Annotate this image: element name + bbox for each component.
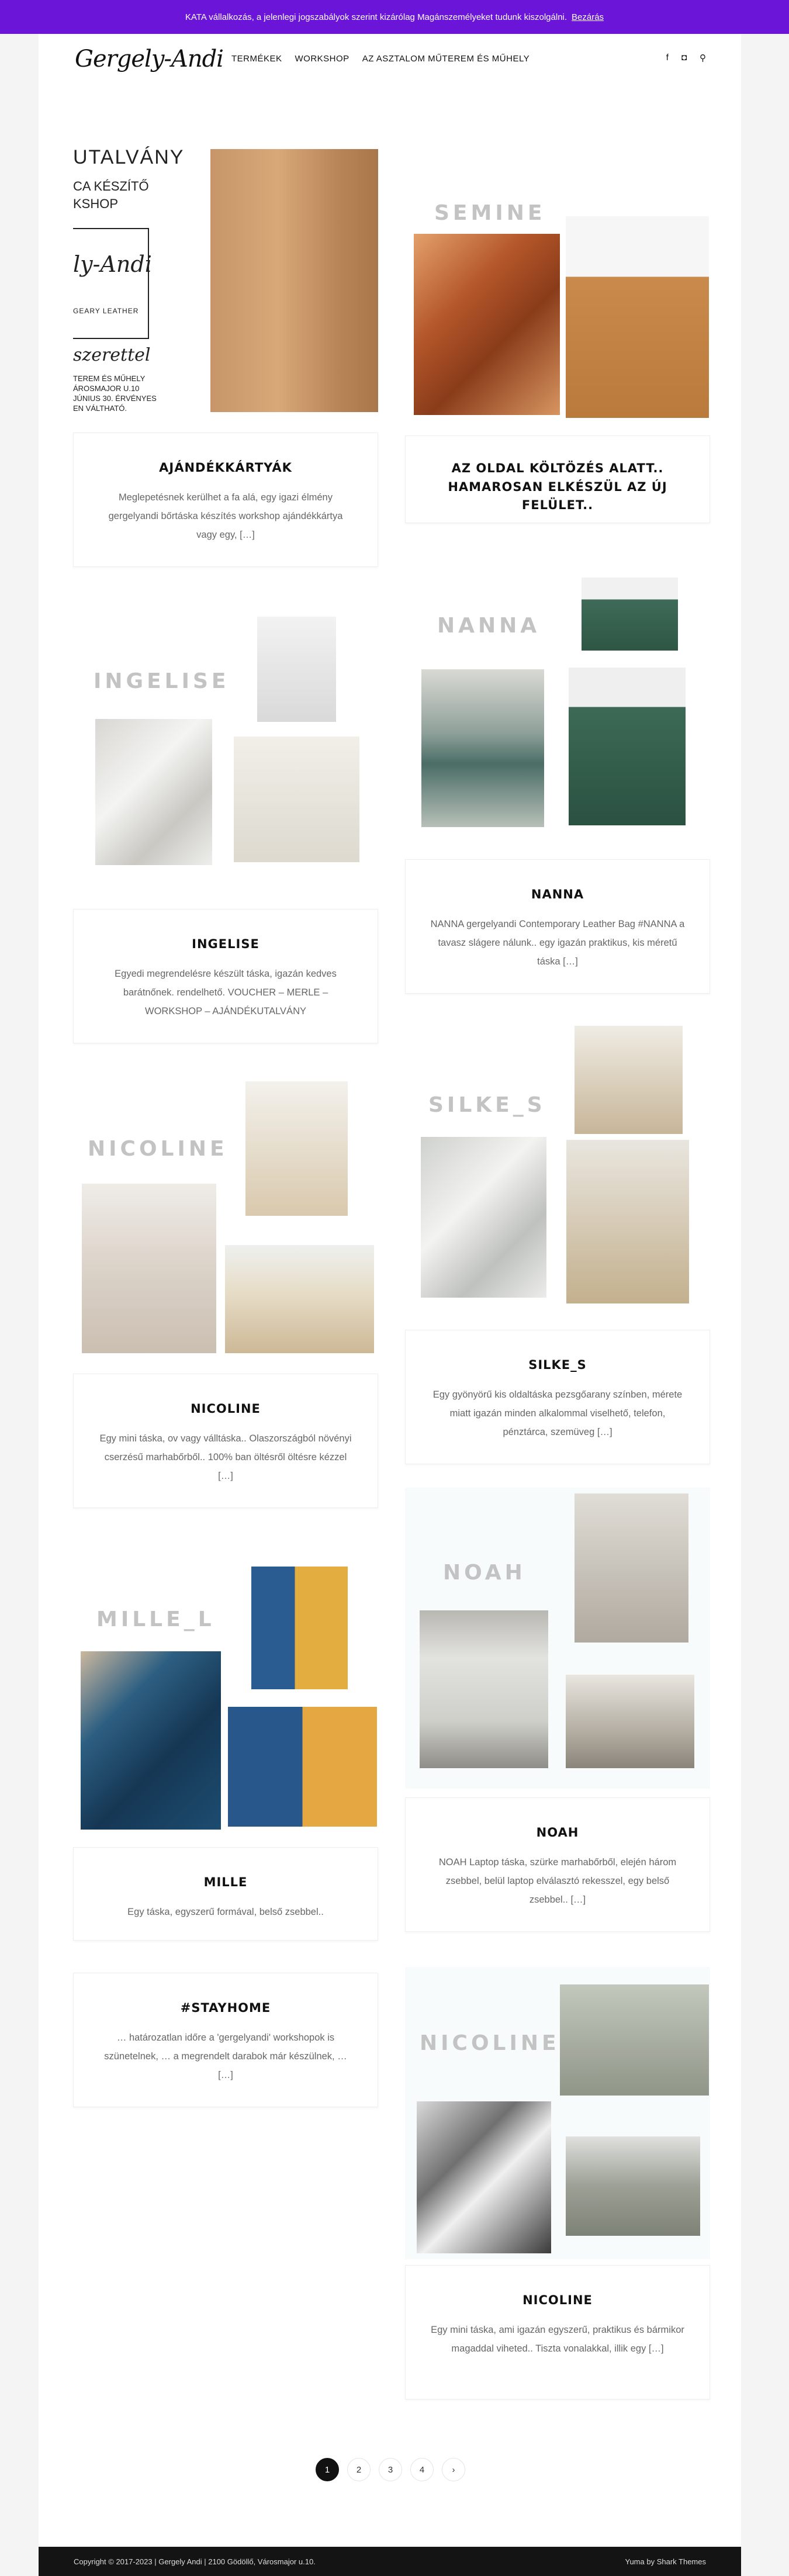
nav-item-termekek[interactable]: TERMÉKEK: [231, 54, 282, 64]
voucher-sign: szerettel: [73, 345, 151, 365]
next-page-button[interactable]: ›: [442, 2458, 465, 2481]
post-card-noah[interactable]: [405, 1488, 710, 1932]
wood-grain-photo: [414, 234, 560, 415]
facebook-icon[interactable]: f: [666, 53, 669, 63]
post-excerpt: NOAH Laptop táska, szürke marhabőrből, elején három zsebbel, belül laptop elválasztó rekesszel, egy belső zsebbel.. […]: [438, 1856, 677, 1905]
silk-texture-photo: [95, 719, 212, 865]
voucher-line2: KSHOP: [73, 196, 119, 211]
stairs-photo: [82, 1184, 216, 1353]
search-icon[interactable]: ⚲: [700, 53, 706, 63]
voucher-addr2: ÁROSMAJOR U.10: [73, 384, 140, 393]
post-body: [73, 909, 378, 1043]
post-title[interactable]: SILKE_S: [528, 1358, 587, 1372]
beige-bag-photo-small: [245, 1081, 348, 1216]
cookie-notice: [0, 0, 789, 34]
sage-bag-photo-large: [566, 2136, 700, 2236]
post-body: [73, 1973, 378, 2107]
blue-yellow-bag-photo-large: [228, 1707, 377, 1827]
post-image[interactable]: [73, 605, 378, 903]
sage-bag-photo-small: [560, 1984, 709, 2096]
post-card-nicoline-1[interactable]: [73, 1070, 378, 1508]
voucher-addr4: EN VÁLTHATÓ.: [73, 404, 127, 413]
cognac-tote-photo: [566, 216, 709, 418]
grey-laptop-bag-photo: [575, 1493, 688, 1643]
nav-item-workshop[interactable]: WORKSHOP: [295, 54, 349, 64]
white-bag-photo-small: [257, 617, 336, 722]
post-excerpt: Egy mini táska, ami igazán egyszerű, praktikus és bármikor magaddal viheted.. Tiszta vonalakkal, illik egy […]: [431, 2324, 684, 2354]
nav-item-asztalom[interactable]: AZ ASZTALOM MŰTEREM ÉS MŰHELY: [362, 54, 530, 64]
grey-bag-detail-photo: [566, 1675, 694, 1768]
beige-bag-photo-large: [225, 1245, 374, 1353]
silver-silk-photo: [421, 1137, 546, 1298]
page-1[interactable]: 1: [316, 2458, 339, 2481]
category-label: NICOLINE: [88, 1137, 228, 1161]
post-body: [405, 859, 710, 994]
post-excerpt: Egy gyönyörű kis oldaltáska pezsgőarany színben, mérete miatt igazán minden alkalommal viselhető, telefon, pénztárca, szemüveg […]: [432, 1389, 683, 1437]
site-header: [39, 34, 741, 88]
post-card-ingelise[interactable]: [73, 605, 378, 1043]
white-bag-photo-large: [234, 737, 359, 862]
site-logo[interactable]: Gergely-Andi: [75, 46, 223, 72]
voucher-line1: CA KÉSZÍTŐ: [73, 179, 149, 193]
main-nav: [231, 54, 530, 64]
post-body: [405, 1797, 710, 1932]
post-title[interactable]: AZ OLDAL KÖLTÖZÉS ALATT.. HAMAROSAN ELKÉSZÜL AZ ÚJ FELÜLET..: [448, 461, 667, 512]
post-body: [73, 433, 378, 567]
post-card-semine[interactable]: [405, 199, 710, 526]
green-bag-photo-small: [582, 578, 678, 651]
site-footer: [39, 2547, 741, 2576]
voucher-sub: GEARY LEATHER: [73, 307, 139, 315]
category-label: NANNA: [437, 614, 541, 638]
post-card-nanna[interactable]: [405, 573, 710, 994]
pagination: [316, 2458, 465, 2481]
post-excerpt: … határozatlan időre a 'gergelyandi' workshopok is szünetelnek, … a megrendelt darabok már készülnek, … […]: [104, 2032, 347, 2080]
post-image[interactable]: [405, 1967, 710, 2259]
voucher-addr3: JÚNIUS 30. ÉRVÉNYES: [73, 394, 157, 403]
post-image[interactable]: [405, 1020, 710, 1321]
page-3[interactable]: 3: [379, 2458, 402, 2481]
post-title[interactable]: NICOLINE: [522, 2293, 593, 2307]
footer-copyright: Copyright © 2017-2023 | Gergely Andi | 2100 Gödöllő, Városmajor u.10.: [74, 2557, 316, 2566]
post-title[interactable]: INGELISE: [192, 937, 259, 951]
green-bag-photo-large: [569, 668, 686, 825]
tan-tote-photo: [210, 149, 378, 412]
category-label: INGELISE: [94, 669, 230, 693]
post-body: [73, 1374, 378, 1508]
voucher-frame: [73, 228, 149, 339]
landscape-painting-photo: [421, 669, 544, 827]
category-label: MILLE_L: [96, 1607, 215, 1631]
page-4[interactable]: 4: [410, 2458, 434, 2481]
notice-text: KATA vállalkozás, a jelenlegi jogszabályok szerint kizárólag Magánszemélyeket tudunk kiszolgálni.: [185, 12, 567, 22]
post-image[interactable]: [405, 573, 710, 853]
post-image[interactable]: [73, 134, 378, 427]
post-body: [405, 435, 710, 523]
post-title[interactable]: MILLE: [203, 1875, 248, 1889]
voucher-title: UTALVÁNY: [73, 146, 185, 168]
post-image[interactable]: [405, 1488, 710, 1789]
blue-ocean-photo: [81, 1651, 221, 1830]
gold-bag-photo-large: [566, 1140, 689, 1303]
instagram-icon[interactable]: ◘: [681, 53, 687, 63]
post-excerpt: NANNA gergelyandi Contemporary Leather Bag #NANNA a tavasz slágere nálunk.. egy igazán praktikus, kis méretű táska […]: [430, 918, 685, 967]
blue-yellow-bag-photo-small: [251, 1567, 348, 1689]
voucher-text-block: [73, 140, 207, 421]
category-label: NOAH: [443, 1561, 526, 1585]
post-title[interactable]: #STAYHOME: [180, 2001, 271, 2015]
concrete-architecture-photo: [417, 2101, 551, 2253]
post-image[interactable]: [73, 1070, 378, 1368]
page-2[interactable]: 2: [347, 2458, 371, 2481]
post-title[interactable]: NICOLINE: [191, 1402, 261, 1416]
post-card-nicoline-2[interactable]: [405, 1967, 710, 2399]
post-card-stayhome[interactable]: [73, 1973, 378, 2107]
post-title[interactable]: NOAH: [536, 1825, 579, 1839]
post-card-mille[interactable]: [73, 1549, 378, 1941]
post-excerpt: Egy táska, egyszerű formával, belső zsebbel..: [127, 1906, 324, 1917]
post-image[interactable]: [405, 199, 710, 421]
header-icons: [666, 53, 706, 63]
post-title[interactable]: AJÁNDÉKKÁRTYÁK: [159, 461, 292, 475]
post-image[interactable]: [73, 1549, 378, 1841]
category-label: SILKE_S: [428, 1093, 546, 1117]
footer-theme-credit[interactable]: Yuma by Shark Themes: [625, 2557, 706, 2566]
category-label: NICOLINE: [420, 2031, 560, 2055]
post-body: [73, 1847, 378, 1941]
post-card-ajandek[interactable]: [73, 134, 378, 567]
post-excerpt: Egy mini táska, ov vagy válltáska.. Olaszországból növényi cserzésű marhabőrből.. 100% ban öltésről öltésre kézzel […]: [99, 1433, 352, 1481]
post-excerpt: Egyedi megrendelésre készült táska, igazán kedves barátnőnek. rendelhető. VOUCHER – MERLE – WORKSHOP – AJÁNDÉKUTALVÁNY: [115, 968, 337, 1016]
gold-bag-photo-small: [575, 1026, 683, 1134]
notice-close-link[interactable]: Bezárás: [572, 12, 604, 22]
voucher-addr1: TEREM ÉS MŰHELY: [73, 374, 146, 383]
post-excerpt: Meglepetésnek kerülhet a fa alá, egy igazi élmény gergelyandi bőrtáska készítés workshop ajándékkártya vagy egy, […]: [108, 492, 343, 540]
grey-texture-photo: [420, 1610, 548, 1768]
post-body: [405, 1330, 710, 1464]
post-body: [405, 2265, 710, 2399]
category-label: SEMINE: [434, 201, 546, 225]
voucher-brand: ly-Andi: [73, 251, 152, 277]
post-card-silke[interactable]: [405, 1020, 710, 1464]
post-title[interactable]: NANNA: [531, 887, 584, 901]
